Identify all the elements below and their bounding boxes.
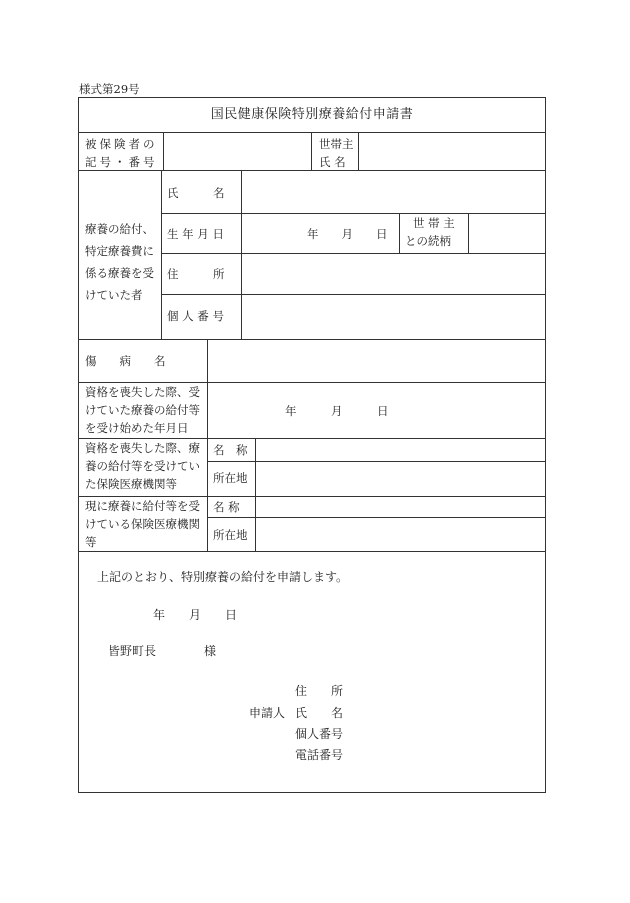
recipient-group-label-line: 特定療養費に [85, 244, 154, 258]
recipient-address-field[interactable] [243, 254, 545, 294]
divider [399, 213, 400, 253]
current-institution-label-line: 等 [85, 535, 97, 549]
insured-number-label-line1: 被保険者の [85, 137, 158, 151]
dob-label: 生 年 月 日 [167, 227, 224, 241]
divider [241, 170, 242, 339]
prev-institution-label [85, 439, 200, 493]
householder-name-field[interactable] [360, 132, 545, 170]
divider [358, 132, 359, 170]
householder-label-line2: 氏 名 [319, 155, 346, 169]
current-institution-label-line: 現に療養に給付等を受 [85, 499, 200, 513]
form-code: 様式第29号 [79, 82, 140, 96]
relation-label-line2: との続柄 [405, 234, 451, 248]
prev-institution-location-field[interactable] [257, 462, 545, 496]
addressee: 皆野町長 様 [108, 644, 217, 658]
applicant-name-label: 氏 名 [295, 706, 344, 720]
divider [311, 132, 312, 170]
disease-label: 傷 病 名 [85, 354, 166, 368]
prev-institution-label-line: 資格を喪失した際、療 [85, 441, 200, 455]
divider [207, 339, 208, 438]
start-date-label [85, 383, 200, 437]
prev-institution-label-line: 養の給付等を受けてい [85, 459, 200, 473]
prev-institution-label-line: た保険医療機関等 [85, 477, 177, 491]
householder-label-line1: 世帯主 [319, 137, 354, 151]
recipient-mynumber-field[interactable] [243, 295, 545, 339]
insured-number-label-line2: 記号・番号 [85, 155, 158, 169]
start-date-value: 年 月 日 [285, 404, 389, 418]
start-date-label-line: 資格を喪失した際、受 [85, 385, 200, 399]
current-institution-name-field[interactable] [257, 497, 545, 517]
recipient-name-field[interactable] [243, 171, 545, 213]
insured-number-field[interactable] [165, 132, 311, 170]
declaration-text: 上記のとおり、特別療養の給付を申請します。 [97, 570, 349, 584]
application-date: 年 月 日 [153, 608, 238, 622]
current-institution-label [85, 497, 200, 551]
recipient-group-label-line: 療養の給付、 [85, 222, 154, 236]
divider [161, 170, 162, 339]
form-title: 国民健康保険特別療養給付申請書 [79, 98, 545, 133]
recipient-group-label [85, 218, 154, 306]
applicant-address-label: 住 所 [295, 684, 344, 698]
recipient-group-label-line: 係る療養を受 [85, 266, 154, 280]
divider [468, 213, 469, 253]
current-institution-location-label: 所在地 [213, 528, 248, 542]
applicant-mynumber-label: 個人番号 [295, 727, 344, 741]
application-form [78, 97, 546, 793]
dob-value: 年 月 日 [307, 227, 388, 241]
divider [163, 132, 164, 170]
divider [79, 551, 545, 552]
prev-institution-name-field[interactable] [257, 439, 545, 461]
start-date-label-line: けていた療養の給付等 [85, 403, 200, 417]
relation-label [405, 214, 455, 250]
name-label: 氏 名 [167, 186, 225, 200]
disease-field[interactable] [209, 340, 545, 382]
prev-institution-name-label: 名 称 [213, 443, 248, 457]
divider [255, 438, 256, 551]
applicant-role-label: 申請人 [249, 706, 286, 720]
applicant-phone-label: 電話番号 [295, 748, 344, 762]
mynumber-label: 個 人 番 号 [167, 309, 224, 323]
start-date-label-line: を受け始めた年月日 [85, 421, 189, 435]
current-institution-label-line: けている保険医療機関 [85, 517, 200, 531]
divider [207, 438, 208, 551]
relation-label-line1: 世 帯 主 [413, 216, 455, 230]
current-institution-name-label: 名 称 [213, 500, 240, 514]
current-institution-location-field[interactable] [257, 518, 545, 551]
relation-field[interactable] [470, 214, 545, 252]
prev-institution-location-label: 所在地 [213, 471, 248, 485]
address-label: 住 所 [167, 267, 225, 281]
recipient-group-label-line: けていた者 [85, 288, 143, 302]
